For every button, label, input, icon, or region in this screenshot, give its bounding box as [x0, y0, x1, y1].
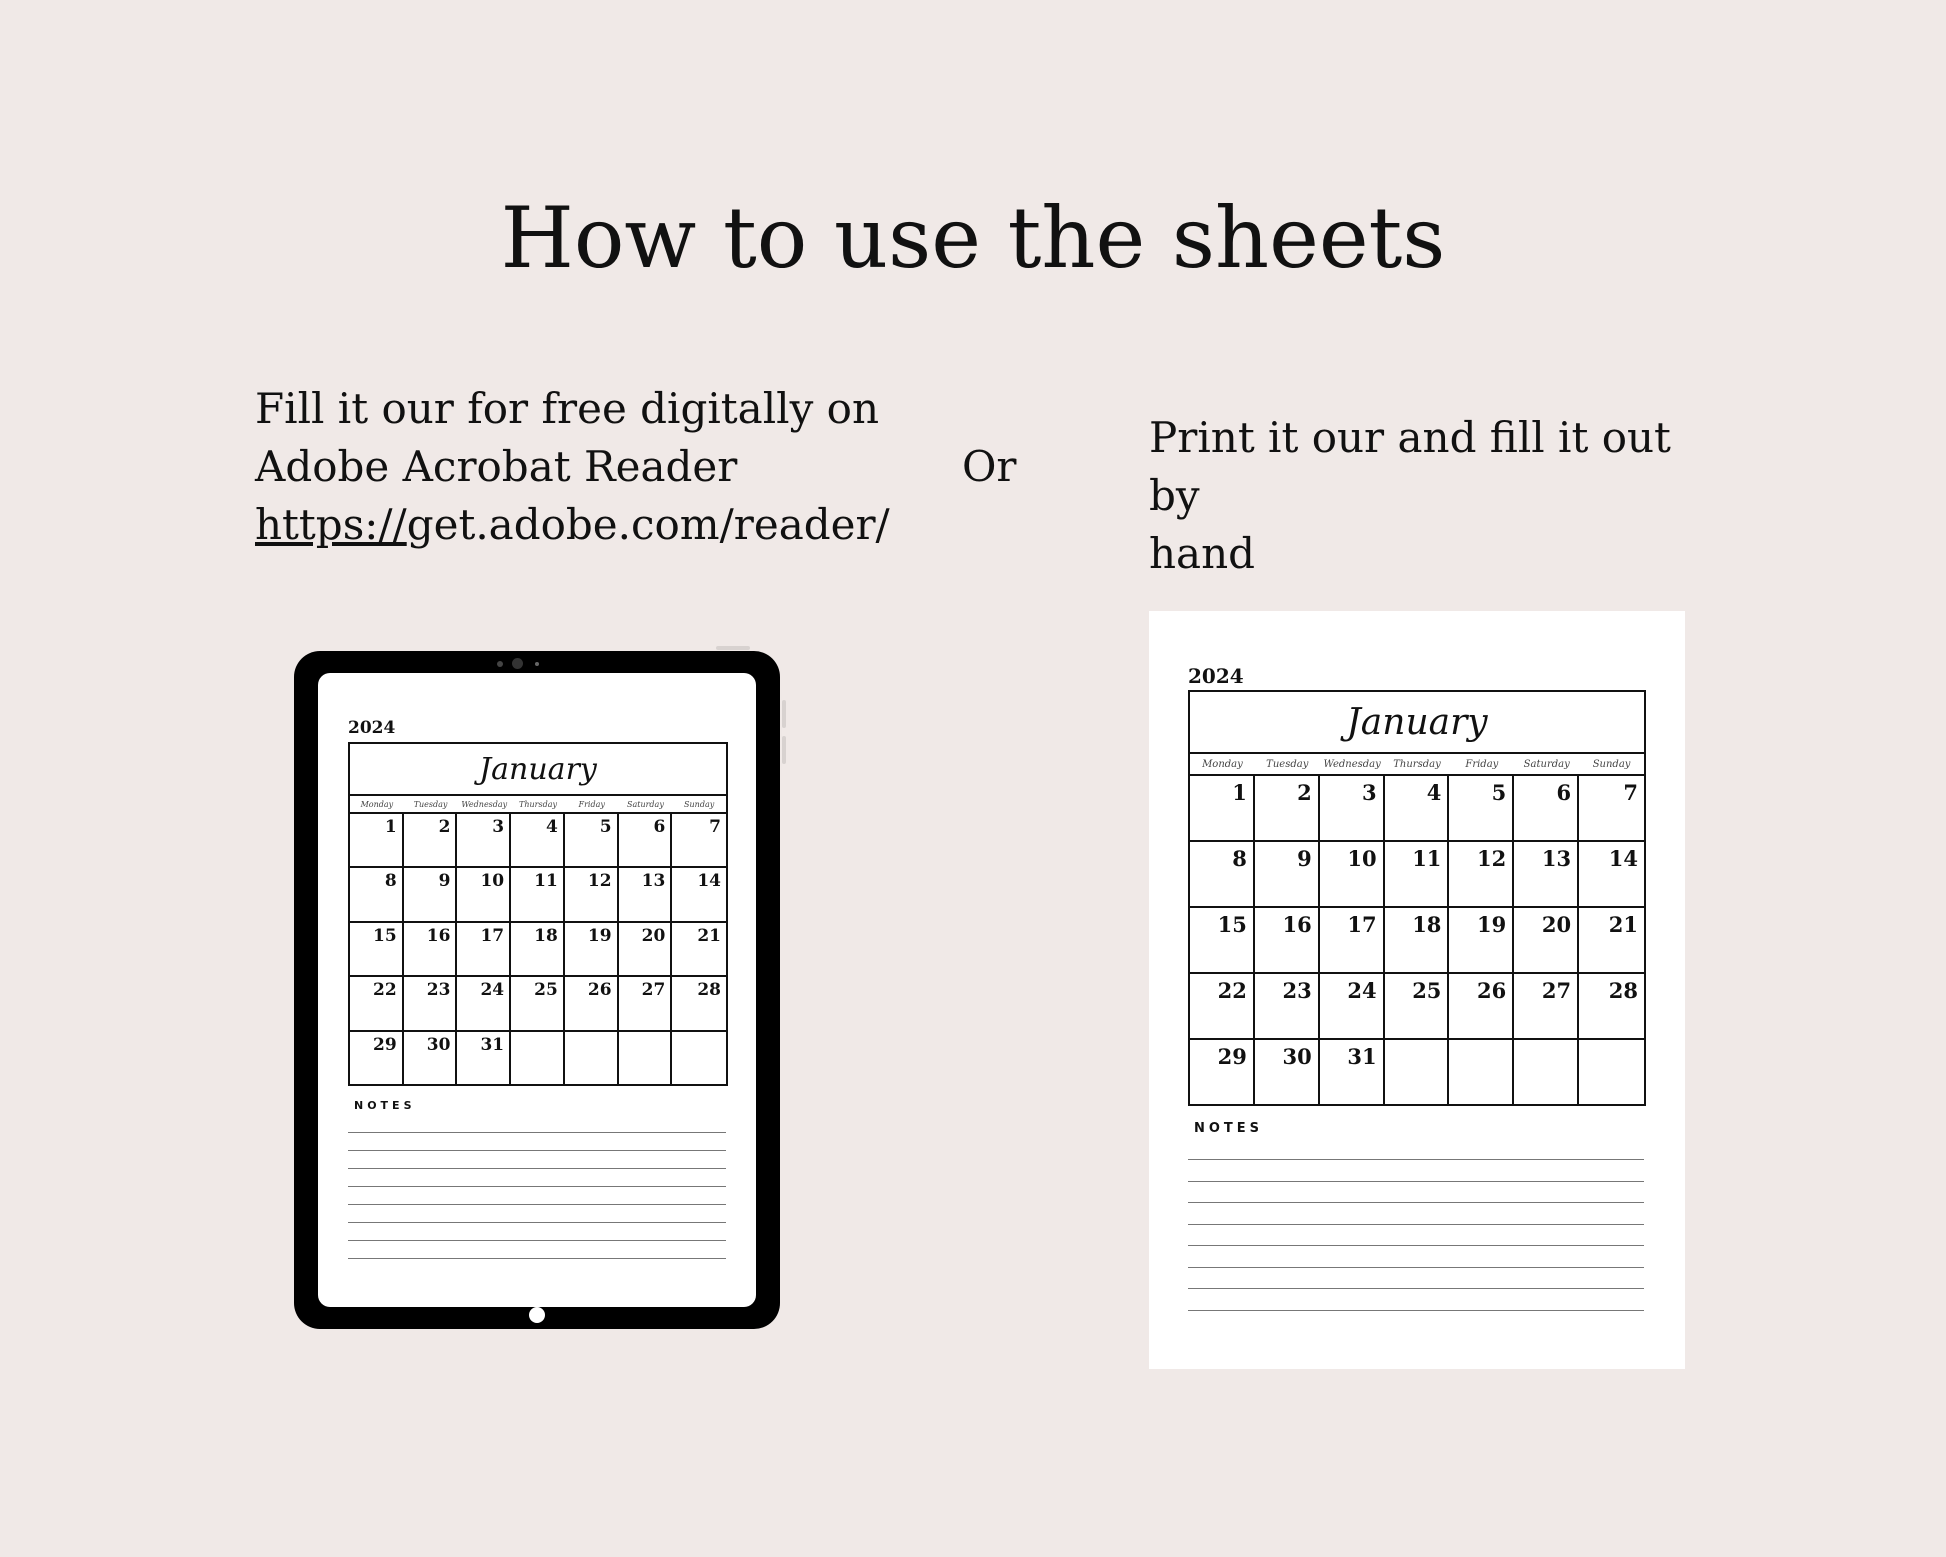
weekday-label: Wednesday — [461, 800, 508, 809]
day-cell[interactable]: 17 — [1320, 908, 1385, 974]
day-cell[interactable] — [1514, 1040, 1579, 1106]
digital-instructions-line-1: Fill it our for free digitally on — [255, 384, 879, 433]
day-cell[interactable] — [1579, 1040, 1644, 1106]
day-cell[interactable]: 21 — [1579, 908, 1644, 974]
notes-line[interactable] — [1188, 1224, 1644, 1225]
day-cell[interactable]: 26 — [1449, 974, 1514, 1040]
day-grid — [1190, 776, 1644, 1106]
day-cell[interactable]: 20 — [619, 923, 673, 977]
notes-label: NOTES — [1194, 1121, 1264, 1136]
calendar-year: 2024 — [348, 718, 396, 738]
weekday-label: Saturday — [1523, 759, 1570, 770]
day-cell[interactable]: 3 — [1320, 776, 1385, 842]
day-cell[interactable] — [619, 1032, 673, 1086]
day-cell[interactable]: 5 — [565, 814, 619, 868]
adobe-reader-link[interactable] — [255, 496, 895, 554]
day-cell[interactable]: 24 — [457, 977, 511, 1031]
day-cell[interactable]: 10 — [1320, 842, 1385, 908]
digital-instructions — [255, 380, 895, 554]
day-cell[interactable]: 22 — [1190, 974, 1255, 1040]
calendar-box — [1188, 690, 1646, 1106]
day-cell[interactable]: 6 — [619, 814, 673, 868]
tablet-home-button — [529, 1307, 545, 1323]
notes-line[interactable] — [348, 1258, 726, 1259]
notes-line[interactable] — [1188, 1159, 1644, 1160]
notes-line[interactable] — [348, 1132, 726, 1133]
day-cell[interactable]: 27 — [1514, 974, 1579, 1040]
day-cell[interactable]: 8 — [1190, 842, 1255, 908]
day-cell[interactable]: 26 — [565, 977, 619, 1031]
day-cell[interactable]: 30 — [404, 1032, 458, 1086]
notes-line[interactable] — [1188, 1288, 1644, 1289]
day-cell[interactable]: 14 — [1579, 842, 1644, 908]
or-separator: Or — [962, 442, 1017, 491]
notes-label: NOTES — [354, 1099, 416, 1112]
day-cell[interactable]: 15 — [1190, 908, 1255, 974]
day-cell[interactable]: 21 — [672, 923, 726, 977]
weekday-label: Thursday — [519, 800, 557, 809]
day-cell[interactable]: 11 — [511, 868, 565, 922]
day-grid — [350, 814, 726, 1086]
weekday-label: Monday — [1202, 759, 1243, 770]
calendar-year: 2024 — [1188, 664, 1244, 688]
notes-line[interactable] — [348, 1168, 726, 1169]
day-cell[interactable] — [565, 1032, 619, 1086]
day-cell[interactable]: 20 — [1514, 908, 1579, 974]
print-instructions-line-1: Print it our and fill it out by — [1149, 413, 1671, 520]
notes-line[interactable] — [1188, 1202, 1644, 1203]
weekday-label: Wednesday — [1323, 759, 1381, 770]
link-scheme: https:// — [255, 500, 407, 549]
day-cell[interactable]: 15 — [350, 923, 404, 977]
weekday-label: Sunday — [684, 800, 715, 809]
day-cell[interactable]: 25 — [511, 977, 565, 1031]
day-cell[interactable]: 6 — [1514, 776, 1579, 842]
notes-line[interactable] — [348, 1204, 726, 1205]
weekday-label: Tuesday — [413, 800, 448, 809]
page-title: How to use the sheets — [500, 189, 1446, 287]
notes-line[interactable] — [1188, 1310, 1644, 1311]
tablet-volume-up-button — [782, 700, 786, 728]
day-cell[interactable]: 8 — [350, 868, 404, 922]
notes-line[interactable] — [348, 1222, 726, 1223]
day-cell[interactable]: 2 — [1255, 776, 1320, 842]
day-cell[interactable]: 4 — [1385, 776, 1450, 842]
notes-line[interactable] — [348, 1150, 726, 1151]
day-cell[interactable] — [1385, 1040, 1450, 1106]
notes-line[interactable] — [1188, 1181, 1644, 1182]
weekday-label: Thursday — [1393, 759, 1441, 770]
day-cell[interactable]: 10 — [457, 868, 511, 922]
day-cell[interactable]: 13 — [1514, 842, 1579, 908]
day-cell[interactable]: 5 — [1449, 776, 1514, 842]
print-instructions-line-2: hand — [1149, 529, 1256, 578]
day-cell[interactable]: 9 — [1255, 842, 1320, 908]
day-cell[interactable]: 28 — [1579, 974, 1644, 1040]
notes-line[interactable] — [348, 1186, 726, 1187]
day-cell[interactable]: 7 — [672, 814, 726, 868]
weekday-label: Monday — [360, 800, 394, 809]
day-cell[interactable]: 16 — [404, 923, 458, 977]
day-cell[interactable]: 23 — [1255, 974, 1320, 1040]
tablet-light-sensor-icon — [535, 662, 539, 666]
day-cell[interactable]: 30 — [1255, 1040, 1320, 1106]
day-cell[interactable]: 31 — [1320, 1040, 1385, 1106]
weekday-label: Friday — [578, 800, 605, 809]
tablet-sensor-icon — [497, 661, 503, 667]
day-cell[interactable]: 22 — [350, 977, 404, 1031]
day-cell[interactable] — [511, 1032, 565, 1086]
tablet-volume-down-button — [782, 736, 786, 764]
day-cell[interactable]: 27 — [619, 977, 673, 1031]
notes-line[interactable] — [1188, 1245, 1644, 1246]
day-cell[interactable]: 19 — [1449, 908, 1514, 974]
day-cell[interactable]: 25 — [1385, 974, 1450, 1040]
day-cell[interactable]: 13 — [619, 868, 673, 922]
weekday-label: Tuesday — [1266, 759, 1309, 770]
day-cell[interactable]: 7 — [1579, 776, 1644, 842]
day-cell[interactable]: 17 — [457, 923, 511, 977]
day-cell[interactable]: 28 — [672, 977, 726, 1031]
day-cell[interactable]: 16 — [1255, 908, 1320, 974]
tablet-camera-icon — [512, 658, 523, 669]
day-cell[interactable] — [1449, 1040, 1514, 1106]
day-cell[interactable]: 29 — [1190, 1040, 1255, 1106]
day-cell[interactable]: 2 — [404, 814, 458, 868]
day-cell[interactable] — [672, 1032, 726, 1086]
weekday-label: Friday — [1465, 759, 1499, 770]
tablet-top-button — [716, 646, 750, 650]
notes-line[interactable] — [348, 1240, 726, 1241]
calendar-month: January — [350, 744, 726, 796]
day-cell[interactable]: 23 — [404, 977, 458, 1031]
day-cell[interactable]: 31 — [457, 1032, 511, 1086]
digital-instructions-line-2: Adobe Acrobat Reader — [255, 442, 738, 491]
calendar-month: January — [1190, 692, 1644, 754]
weekday-label: Sunday — [1592, 759, 1631, 770]
notes-line[interactable] — [1188, 1267, 1644, 1268]
day-cell[interactable]: 14 — [672, 868, 726, 922]
day-cell[interactable]: 4 — [511, 814, 565, 868]
day-cell[interactable]: 11 — [1385, 842, 1450, 908]
day-cell[interactable]: 19 — [565, 923, 619, 977]
weekday-label: Saturday — [626, 800, 664, 809]
weekday-header — [350, 796, 726, 814]
print-instructions — [1149, 409, 1719, 583]
weekday-header — [1190, 754, 1644, 776]
day-cell[interactable]: 1 — [350, 814, 404, 868]
day-cell[interactable]: 18 — [1385, 908, 1450, 974]
day-cell[interactable]: 24 — [1320, 974, 1385, 1040]
day-cell[interactable]: 1 — [1190, 776, 1255, 842]
day-cell[interactable]: 18 — [511, 923, 565, 977]
day-cell[interactable]: 3 — [457, 814, 511, 868]
calendar-box — [348, 742, 728, 1086]
day-cell[interactable]: 12 — [565, 868, 619, 922]
day-cell[interactable]: 12 — [1449, 842, 1514, 908]
link-path: get.adobe.com/reader/ — [406, 500, 890, 549]
day-cell[interactable]: 9 — [404, 868, 458, 922]
day-cell[interactable]: 29 — [350, 1032, 404, 1086]
